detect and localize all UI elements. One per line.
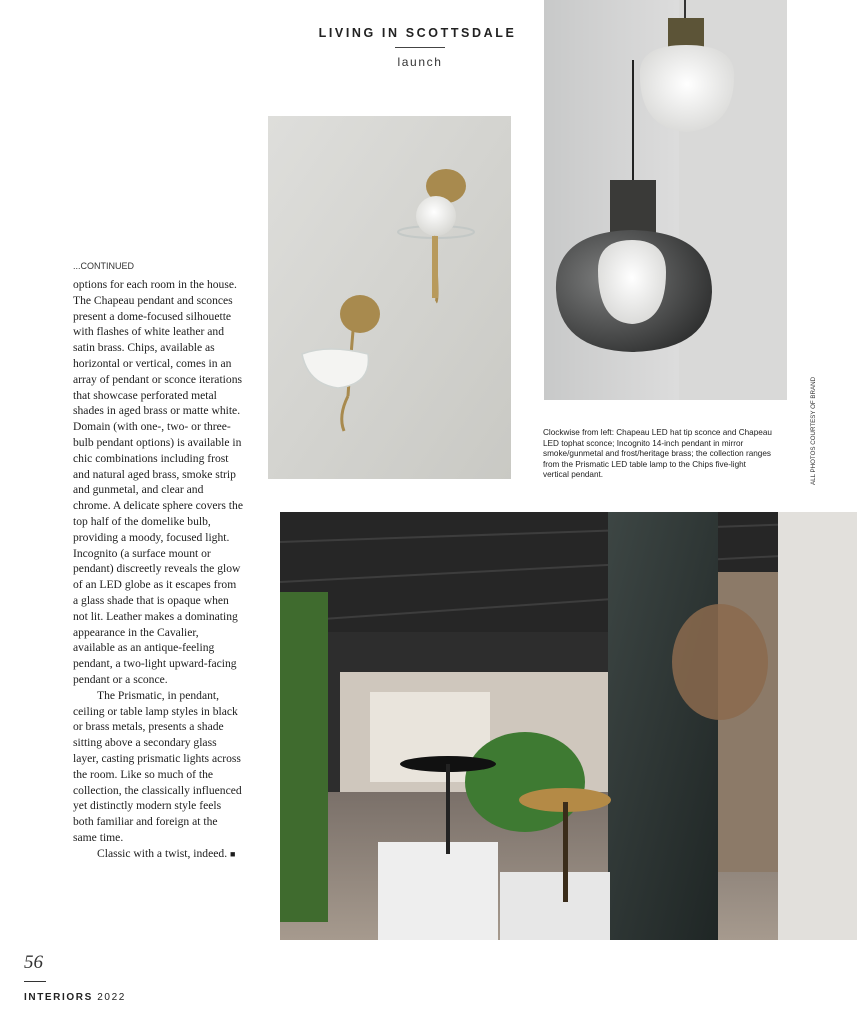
publication-year: 2022 xyxy=(97,992,126,1003)
section-title: LIVING IN SCOTTSDALE xyxy=(318,26,517,40)
article-paragraph: options for each room in the house. The Chapeau pendant and sconces present a dome-focused silhouette with flashes of white leather and satin brass. Chips, available as horizontal or vertical, comes in an array of pendant or sconce iterations that showcase perforated metal shades in aged brass or matte white. Domain (with one-, two- or three-bulb pendant options) is available in chic combinations including frost and natural aged brass, smoke strip and gunmetal, and clear and chrome. A delicate sphere covers the top half of the domelike bulb, providing a moody, focused light. Incognito (a surface mount or pendant) discreetly reveals the glow of an LED globe as it escapes from a glass shade that is opaque when not lit. Leather makes a dominating appearance in the Cavalier, available as an antique-feeling pendant, a two-light upward-facing pendant or a sconce. xyxy=(73,278,243,686)
section-divider xyxy=(395,47,445,48)
continued-label: ...CONTINUED xyxy=(73,261,135,271)
article-body xyxy=(73,277,243,862)
pendant-photo xyxy=(544,0,787,400)
photo-caption: Clockwise from left: Chapeau LED hat tip sconce and Chapeau LED tophat sconce; Incognito 14-inch pendant in mirror smoke/gunmetal and frost/heritage brass; the collection ranges from the Prismatic LED table lamp to the Chips five-light vertical pendant. xyxy=(543,428,772,479)
article-closing xyxy=(73,846,243,863)
showroom-photo xyxy=(280,512,857,940)
publication-name: INTERIORS xyxy=(24,992,93,1003)
page-number: 56 xyxy=(24,952,43,973)
section-subtitle: launch xyxy=(397,55,443,69)
sconce-photo xyxy=(268,116,511,479)
publication-footer xyxy=(24,992,126,1003)
photo-credit: ALL PHOTOS COURTESY OF BRAND xyxy=(810,376,817,485)
end-mark: ■ xyxy=(230,848,236,859)
article-paragraph: The Prismatic, in pendant, ceiling or table lamp styles in black or brass metals, presents a shade sitting above a secondary glass layer, casting prismatic lights across the room. Like so much of the collection, the classically influenced yet distinctly modern style feels both familiar and foreign at the same time. xyxy=(73,688,242,844)
article-paragraph: Classic with a twist, indeed. xyxy=(97,846,228,860)
page-number-rule xyxy=(24,981,46,982)
